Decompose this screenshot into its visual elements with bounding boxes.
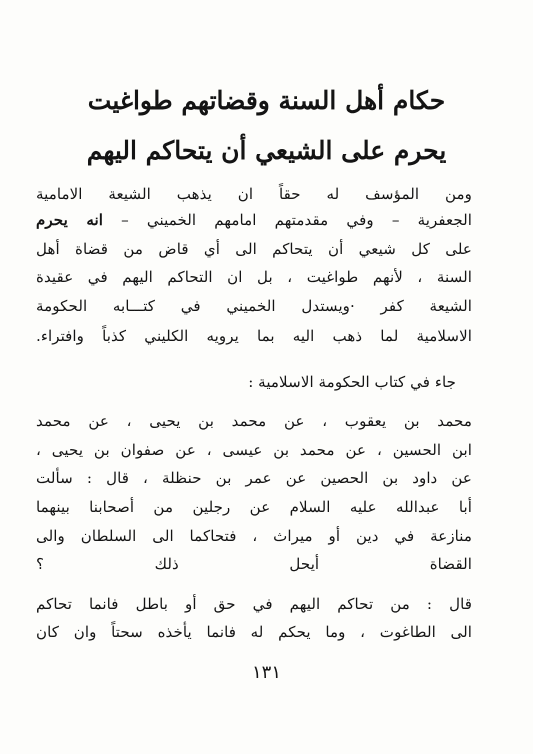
body-line: الاسلامية لما ذهب اليه بما يرويه الكليني كذباً وافتراء. — [36, 327, 472, 345]
body-line: السنة ، لأنهم طواغيت ، بل ان التحاكم اليهم في عقيدة — [36, 268, 472, 286]
quotation-intro: جاء في كتاب الحكومة الاسلامية : — [248, 373, 456, 391]
body-line: الجعفرية – وفي مقدمتهم امامهم الخميني – انه يحرم — [36, 211, 472, 229]
body-line: على كل شيعي أن يتحاكم الى أي قاض من قضاة أهل — [36, 240, 472, 258]
chapter-title-line-1: حكام أهل السنة وقضاتهم طواغيت — [87, 86, 446, 115]
body-line: ومن المؤسف له حقاً ان يذهب الشيعة الامامية — [36, 185, 472, 203]
quote-line: القضاة أيحل ذلك ؟ — [36, 555, 472, 573]
answer-line: قال : من تحاكم اليهم في حق أو باطل فانما تحاكم — [36, 595, 472, 613]
quote-line: عن داود بن الحصين عن عمر بن حنظلة ، قال : سألت — [36, 469, 472, 487]
quote-line: منازعة في دين أو ميراث ، فتحاكما الى السلطان والى — [36, 527, 472, 545]
quote-line: أبا عبدالله عليه السلام عن رجلين من أصحابنا بينهما — [36, 498, 472, 516]
page-number: ١٣١ — [251, 662, 281, 683]
quote-line: ابن الحسين ، عن محمد بن عيسى ، عن صفوان بن يحيى ، — [36, 441, 472, 459]
answer-line: الى الطاغوت ، وما يحكم له فانما يأخذه سحتاً وان كان — [36, 623, 472, 641]
body-line: الشيعة كفر ·ويستدل الخميني في كتـــابه الحكومة — [36, 297, 472, 315]
bold-phrase: انه يحرم — [36, 211, 104, 229]
chapter-title-line-2: يحرم على الشيعي أن يتحاكم اليهم — [86, 136, 447, 165]
quote-line: محمد بن يعقوب ، عن محمد بن يحيى ، عن محمد — [36, 412, 472, 430]
